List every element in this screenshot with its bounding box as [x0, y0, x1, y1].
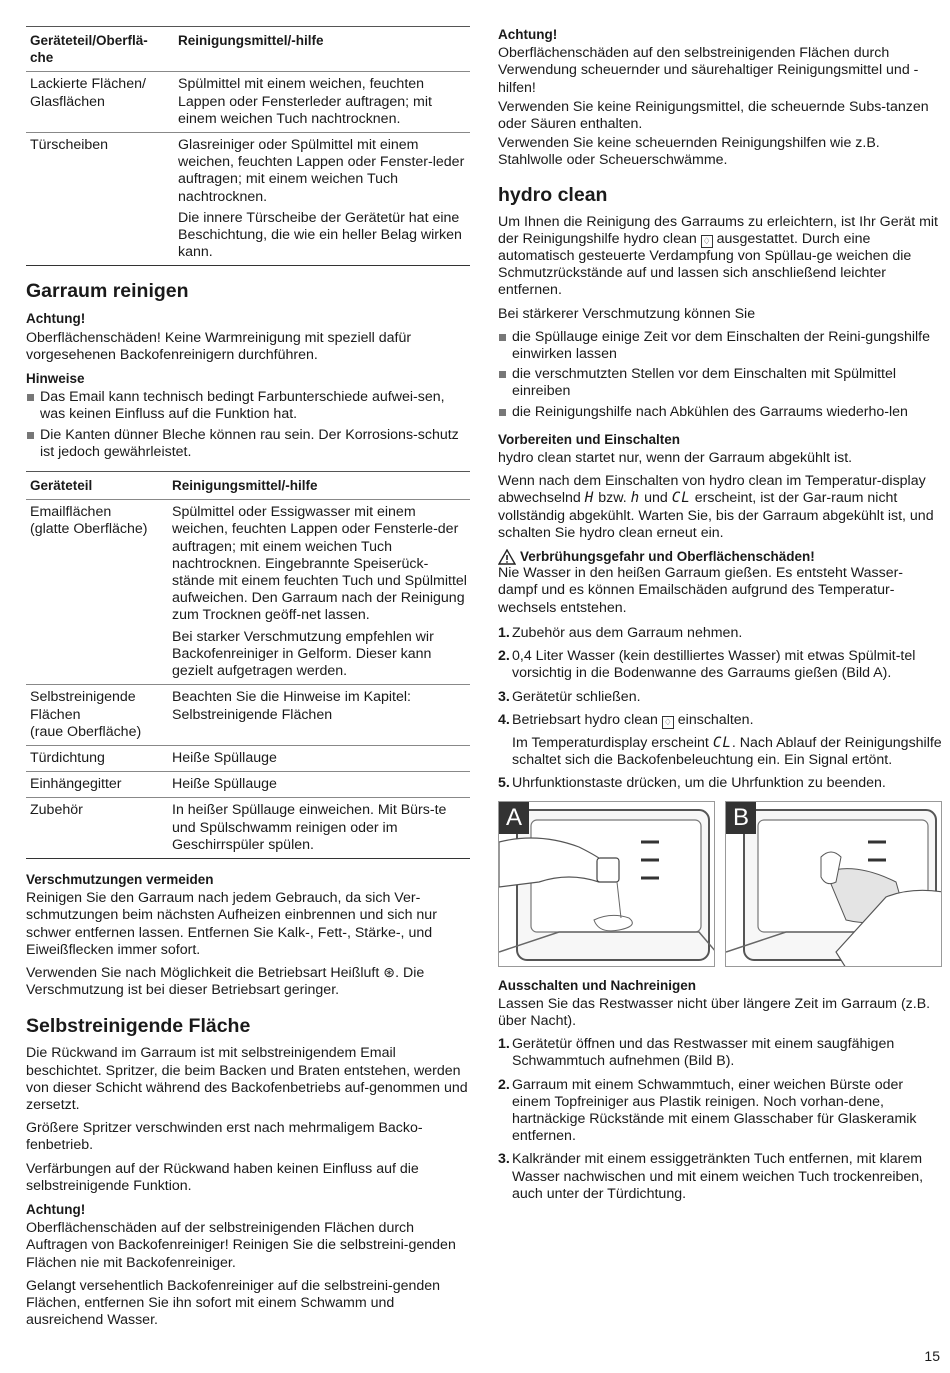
- step-text: Uhrfunktionstaste drücken, um die Uhrfunktion zu beenden.: [512, 775, 886, 792]
- table-row: [26, 500, 470, 685]
- list-item: die Spüllauge einige Zeit vor dem Einschalten der Reini-gungshilfe einwirken lassen: [498, 329, 942, 363]
- section-title-hydro: hydro clean: [498, 183, 608, 206]
- step-text: Betriebsart hydro clean: [512, 711, 662, 728]
- list-item: Die Kanten dünner Bleche können rau sein. Der Korrosions-schutz ist jedoch gewährleistet.: [26, 427, 470, 461]
- step-number: 1.: [498, 1036, 510, 1053]
- achtung-label: Achtung!: [498, 27, 558, 42]
- table-row: [26, 772, 470, 798]
- hydro-bullets: [498, 329, 942, 421]
- text-span: . Nach Ablauf der Reinigungshilfe schaltet sich die Backofenbeleuchtung ein. Ein Signal ertönt.: [512, 734, 942, 769]
- table-cell-agent: [172, 745, 470, 771]
- hinweise-list: [26, 389, 470, 461]
- step-number: 5.: [498, 775, 510, 792]
- table-row: [26, 798, 470, 859]
- table-cell-part: Türscheiben: [30, 137, 109, 154]
- list-item: [498, 689, 942, 706]
- list-item: die Reinigungshilfe nach Abkühlen des Garraums wiederho-len: [498, 404, 942, 421]
- list-item: [498, 648, 942, 682]
- section-title-selbst: Selbstreinigende Fläche: [26, 1015, 251, 1038]
- ausschalten-label: Ausschalten und Nachreinigen: [498, 977, 697, 993]
- display-symbol-H: H: [584, 490, 595, 507]
- selbst-p3: Verfärbungen auf der Rückwand haben keinen Einfluss auf die selbstreinigende Funktion.: [26, 1160, 419, 1194]
- step-number: 2.: [498, 648, 510, 665]
- illustrations: [498, 801, 942, 967]
- selbst-achtung-2: Gelangt versehentlich Backofenreiniger auf die selbstreini-genden Flächen, entfernen Sie ihn sofort mit einem Schwamm und ausreichend Wasser.: [26, 1277, 441, 1329]
- table-cell-agent: [178, 72, 470, 133]
- vorbereiten-p1: hydro clean startet nur, wenn der Garraum abgekühlt ist.: [498, 450, 853, 467]
- cell-text: Glasreiniger oder Spülmittel mit einem weichen, feuchten Lappen oder Fenster-leder auftragen; mit einem weichen Tuch nachtrocknen.: [178, 137, 465, 205]
- cleaning-table-2: [26, 471, 470, 859]
- table-header-part: Geräteteil/Oberflä- che: [30, 33, 148, 66]
- table-cell-part: Selbstreinigende Flächen (raue Oberfläche): [30, 689, 142, 740]
- table-cell-agent: [172, 500, 470, 685]
- step-number: 3.: [498, 688, 510, 705]
- achtung-p2: Verwenden Sie keine Reinigungsmittel, die scheuernde Subs-tanzen oder Säuren enthalten.: [498, 98, 929, 133]
- hydro-p1: [498, 214, 942, 300]
- vorbereiten-p2: [498, 473, 942, 542]
- cell-text: Spülmittel mit einem weichen, feuchten Lappen oder Fensterleder auftragen; mit einem weichen Tuch nachtrocknen.: [178, 76, 432, 127]
- page-number: 15: [924, 1347, 940, 1364]
- table-header-row: [26, 472, 470, 500]
- list-item: die verschmutzten Stellen vor dem Einschalten mit Spülmittel einreiben: [498, 366, 942, 400]
- text-span: Wenn nach dem Einschalten von hydro clean im Temperatur-display abwechselnd: [498, 473, 926, 507]
- hydro-p1-a: Um Ihnen die Reinigung des Garraums zu erleichtern, ist Ihr Gerät mit der Reinigungshilfe hydro clean: [498, 213, 938, 247]
- table-cell-part: Türdichtung: [30, 749, 105, 766]
- list-item: [498, 1151, 942, 1203]
- left-column: [26, 26, 470, 1335]
- step-text: Gerätetür öffnen und das Restwasser mit einem saugfähigen Schwammtuch aufnehmen (Bild B).: [512, 1036, 895, 1070]
- step-number: 1.: [498, 624, 510, 641]
- table-cell-agent: [172, 798, 470, 859]
- text-span: erscheint, ist der Gar-raum nicht vollständig abgekühlt. Warten Sie, bis der Garraum abgekühlt ist, und schalten Sie hydro clean erneut ein.: [498, 490, 934, 541]
- hydro-clean-icon: ♢: [702, 235, 711, 246]
- table-row: [26, 72, 470, 133]
- table-cell-part: Zubehör: [30, 802, 83, 819]
- display-symbol-h: h: [630, 490, 641, 507]
- list-item: [498, 712, 942, 770]
- step-text: 0,4 Liter Wasser (kein destilliertes Wasser) mit etwas Spülmit-tel vorsichtig in die Bodenwanne des Garraums gießen (Bild A).: [512, 648, 916, 682]
- warning-label: Verbrühungsgefahr und Oberflächenschäden!: [520, 549, 815, 565]
- verschmutzung-p2: Verwenden Sie nach Möglichkeit die Betriebsart Heißluft ⊛. Die Verschmutzung ist bei dieser Betriebsart geringer.: [26, 964, 425, 999]
- verschmutzung-label: Verschmutzungen vermeiden: [26, 871, 214, 887]
- table-row: [26, 685, 470, 746]
- selbst-achtung-1: Oberflächenschäden auf der selbstreinigenden Flächen durch Auftragen von Backofenreiniger! Reinigen Sie die selbstreini-genden Flächen nie mit Backofenreiniger.: [26, 1220, 456, 1271]
- warning-text: Nie Wasser in den heißen Garraum gießen. Es entsteht Wasser-dampf und es können Emailschäden aufgrund des Temperatur-wechsels entstehen.: [498, 565, 904, 616]
- step-text: Zubehör aus dem Garraum nehmen.: [512, 624, 743, 641]
- oven-pour-water-illustration: [499, 802, 715, 967]
- cell-text: Beachten Sie die Hinweise im Kapitel: Selbstreinigende Flächen: [172, 689, 411, 723]
- step-text: Kalkränder mit einem essiggetränkten Tuch entfernen, mit klarem Wasser nachwischen und mit einem weichen Tuch trockenreiben, auch unter der Türdichtung.: [512, 1151, 924, 1202]
- hinweise-label: Hinweise: [26, 371, 85, 387]
- text-span: Im Temperaturdisplay erscheint: [512, 734, 713, 751]
- table-header-agent: Reinigungsmittel/-hilfe: [172, 478, 318, 494]
- cell-text: In heißer Spüllauge einweichen. Mit Bürs-te und Spülschwamm reinigen oder im Geschirrspüler spülen.: [172, 802, 447, 853]
- text-span: und: [640, 490, 672, 507]
- cell-text: Heiße Spüllauge: [172, 776, 277, 793]
- section-title-garraum: Garraum reinigen: [26, 280, 189, 303]
- warning-heading: [498, 548, 942, 565]
- verschmutzung-p1: Reinigen Sie den Garraum nach jedem Gebrauch, da sich Ver-schmutzungen beim nächsten Aufheizen einbrennen und sich nur schwer entfernen lassen. Entfernen Sie Kalk-, Fett-, Stärke-, und Eiweißflecken immer sofort.: [26, 890, 437, 958]
- achtung-text: Oberflächenschäden! Keine Warmreinigung mit speziell dafür vorgesehenen Backofenreinigern durchführen.: [26, 329, 412, 363]
- list-item: [498, 1036, 942, 1070]
- illustration-label-a: A: [499, 802, 529, 834]
- table-row: [26, 133, 470, 266]
- right-column: [498, 26, 942, 1209]
- hydro-p2: Bei stärkerer Verschmutzung können Sie: [498, 305, 756, 322]
- list-item: [498, 1077, 942, 1146]
- table-row: [26, 745, 470, 771]
- step-text: einschalten.: [677, 711, 754, 728]
- table-cell-part: Lackierte Flächen/ Glasflächen: [30, 76, 146, 110]
- ausschalten-p: Lassen Sie das Restwasser nicht über längere Zeit im Garraum (z.B. über Nacht).: [498, 995, 931, 1029]
- hydro-p1-b: ausgestattet. Durch eine automatisch gesteuerte Verdampfung von Spüllau-ge weichen die Schmutzrückstände auf und lassen sich anschließend leichter entfernen.: [498, 230, 912, 299]
- list-item: [498, 775, 942, 792]
- oven-wipe-water-illustration: [726, 802, 942, 967]
- achtung-p3: Verwenden Sie keine scheuernden Reinigungshilfen wie z.B. Stahlwolle oder Scheuerschwämme.: [498, 135, 880, 169]
- table-header-agent: Reinigungsmittel/-hilfe: [178, 33, 324, 48]
- step-text: Gerätetür schließen.: [512, 688, 641, 705]
- table-header-row: [26, 27, 470, 72]
- text-span: bzw.: [594, 490, 631, 507]
- cell-text: Spülmittel oder Essigwasser mit einem weichen, feuchten Lappen oder Fensterle-der auftragen; mit einem weichen Tuch nachtrocknen. Eingebrannte Speiserück-stände mit einem feuchten Tuch und Spülmittel aufweichen. Den Garraum nach der Reinigung zum Trocknen geöff-net lassen.: [172, 504, 467, 624]
- selbst-p1: Die Rückwand im Garraum ist mit selbstreinigendem Email beschichtet. Spritzer, die beim Backen und Braten entstehen, werden von dieser Schicht während des Backofenbetriebs auf-genommen und zersetzt.: [26, 1045, 468, 1113]
- table-cell-agent: [172, 685, 470, 746]
- warning-triangle-icon: [498, 549, 516, 565]
- cell-text: Die innere Türscheibe der Gerätetür hat eine Beschichtung, die wie ein heller Belag wirken kann.: [178, 209, 462, 261]
- table-cell-agent: [172, 772, 470, 798]
- achtung-p1: Oberflächenschäden auf den selbstreinigenden Flächen durch Verwendung scheuernder und säurehaltiger Reinigungsmittel und -hilfen!: [498, 45, 919, 96]
- step-number: 3.: [498, 1151, 510, 1168]
- selbst-achtung-label: Achtung!: [26, 1201, 86, 1217]
- achtung-label: Achtung!: [26, 311, 86, 327]
- illustration-b: [725, 801, 942, 967]
- ausschalten-steps: [498, 1036, 942, 1203]
- table-cell-part: Einhängegitter: [30, 776, 122, 793]
- cell-text: Heiße Spüllauge: [172, 749, 277, 766]
- step-text: Garraum mit einem Schwammtuch, einer weichen Bürste oder einem Topfreiniger aus Plastik reinigen. Noch vorhan-dene, hartnäckige Rückstände mit einem Glasschaber für Glaskeramik entfernen.: [512, 1076, 917, 1145]
- list-item: Das Email kann technisch bedingt Farbunterschiede aufwei-sen, was keinen Einfluss auf die Funktion hat.: [26, 389, 470, 423]
- cell-text: Bei starker Verschmutzung empfehlen wir Backofenreiniger in Gelform. Dieser kann gezielt aufgetragen werden.: [172, 628, 434, 680]
- step-number: 4.: [498, 711, 510, 728]
- cleaning-table-1: [26, 26, 470, 266]
- vorbereiten-label: Vorbereiten und Einschalten: [498, 431, 681, 447]
- list-item: [498, 625, 942, 642]
- hydro-steps: [498, 625, 942, 793]
- step-sub-text: [512, 735, 942, 769]
- table-cell-part: Emailflächen (glatte Oberfläche): [30, 504, 148, 538]
- hydro-clean-icon: ♢: [663, 716, 672, 727]
- display-symbol-CL: CL: [671, 490, 691, 507]
- illustration-a: [498, 801, 715, 967]
- step-number: 2.: [498, 1076, 510, 1093]
- illustration-label-b: B: [726, 802, 756, 834]
- table-cell-agent: [178, 133, 470, 266]
- display-symbol-CL: CL: [712, 734, 732, 751]
- table-header-part: Geräteteil: [30, 478, 93, 494]
- selbst-p2: Größere Spritzer verschwinden erst nach mehrmaligem Backo-fenbetrieb.: [26, 1120, 423, 1154]
